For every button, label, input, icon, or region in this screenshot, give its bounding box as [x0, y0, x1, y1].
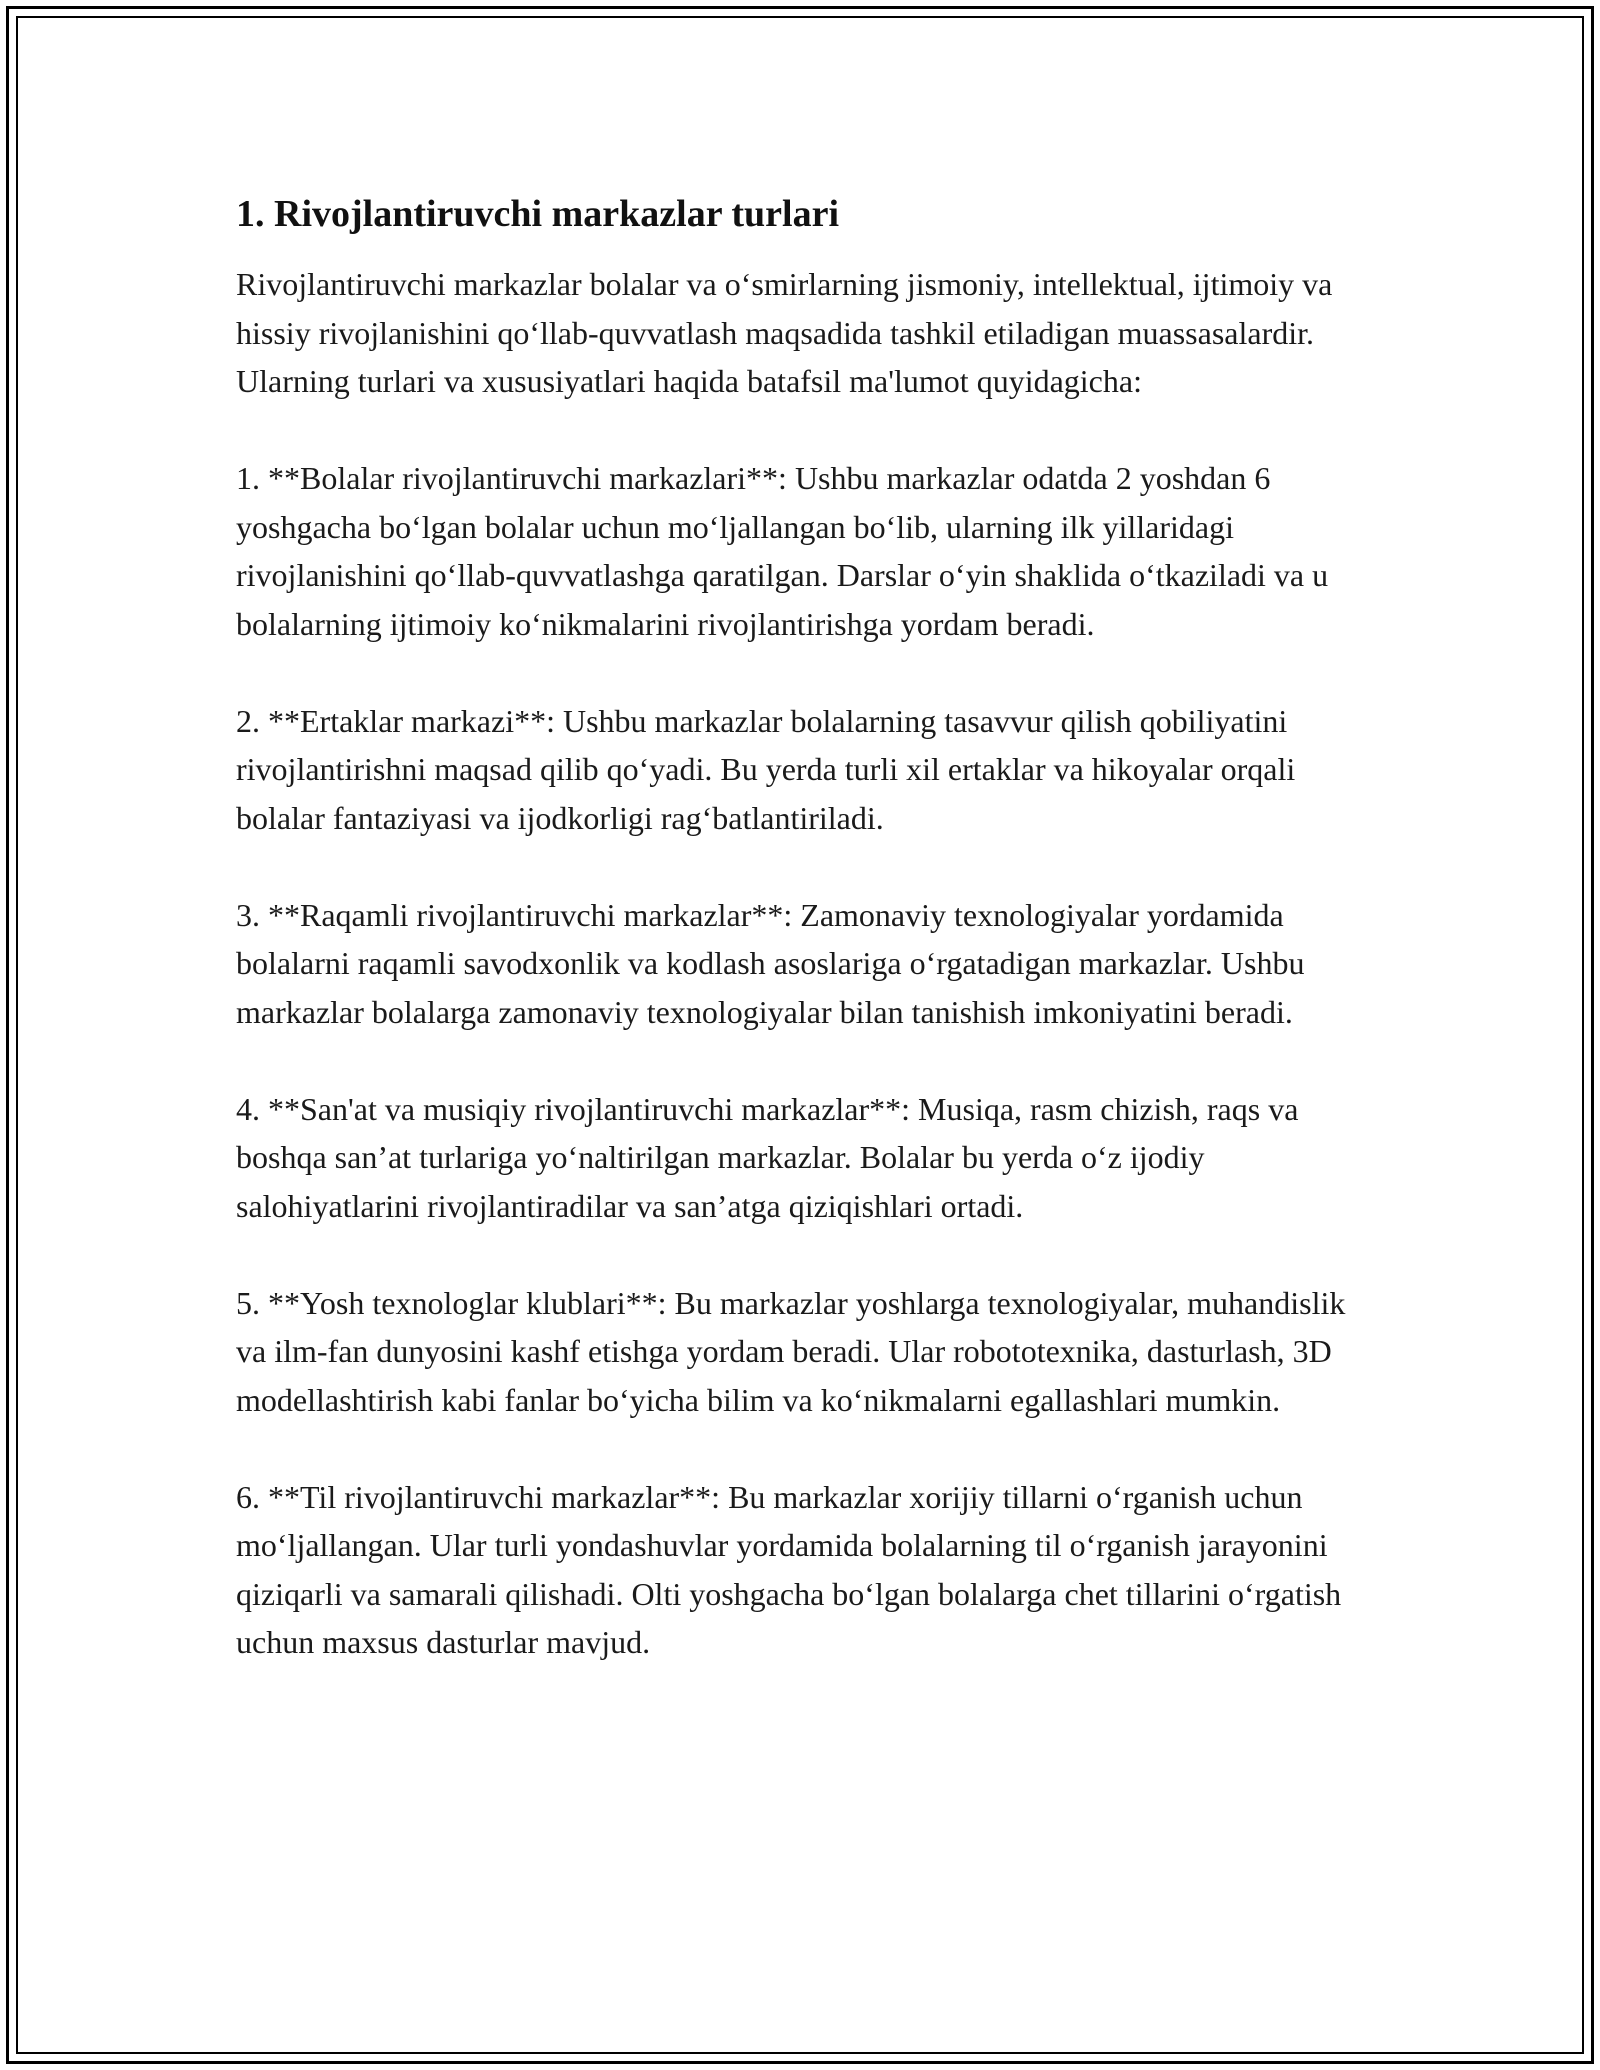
list-item: 6. **Til rivojlantiruvchi markazlar**: Bu markazlar xorijiy tillarni o‘rganish uchun mo‘ljallangan. Ular turli yondashuvlar yordamida bolalarning til o‘rganish jarayonini qiziqarli va samarali qilishadi. Olti yoshgacha bo‘lgan bolalarga chet tillarini o‘rgatish uchun maxsus dasturlar mavjud.: [236, 1478, 1342, 1660]
document-title: 1. Rivojlantiruvchi markazlar turlari: [236, 193, 840, 235]
document-body: [236, 188, 1376, 1715]
list-item: 5. **Yosh texnologlar klublari**: Bu markazlar yoshlarga texnologiyalar, muhandislik va ilm-fan dunyosini kashf etishga yordam beradi. Ular robototexnika, dasturlash, 3D modellashtirish kabi fanlar bo‘yicha bilim va ko‘nikmalarni egallashlari mumkin.: [236, 1284, 1346, 1418]
list-item: 3. **Raqamli rivojlantiruvchi markazlar**: Zamonaviy texnologiyalar yordamida bolalarni raqamli savodxonlik va kodlash asoslariga o‘rgatadigan markazlar. Ushbu markazlar bolalarga zamonaviy texnologiyalar bilan tanishish imkoniyatini beradi.: [236, 896, 1305, 1030]
list-item: 4. **San'at va musiqiy rivojlantiruvchi markazlar**: Musiqa, rasm chizish, raqs va boshqa san’at turlariga yo‘naltirilgan markazlar. Bolalar bu yerda o‘z ijodiy salohiyatlarini rivojlantiradilar va san’atga qiziqishlari ortadi.: [236, 1090, 1299, 1224]
list-item: 1. **Bolalar rivojlantiruvchi markazlari**: Ushbu markazlar odatda 2 yoshdan 6 yoshgacha bo‘lgan bolalar uchun mo‘ljallangan bo‘lib, ularning ilk yillaridagi rivojlanishini qo‘llab-quvvatlashga qaratilgan. Darslar o‘yin shaklida o‘tkaziladi va u bolalarning ijtimoiy ko‘nikmalarini rivojlantirishga yordam beradi.: [236, 460, 1329, 642]
list-item: 2. **Ertaklar markazi**: Ushbu markazlar bolalarning tasavvur qilish qobiliyatini rivojlantirishni maqsad qilib qo‘yadi. Bu yerda turli xil ertaklar va hikoyalar orqali bolalar fantaziyasi va ijodkorligi rag‘batlantiriladi.: [236, 702, 1296, 836]
intro-paragraph: Rivojlantiruvchi markazlar bolalar va o‘smirlarning jismoniy, intellektual, ijtimoiy va hissiy rivojlanishini qo‘llab-quvvatlash maqsadida tashkil etiladigan muassasalardir. Ularning turlari va xususiyatlari haqida batafsil ma'lumot quyidagicha:: [236, 266, 1333, 399]
